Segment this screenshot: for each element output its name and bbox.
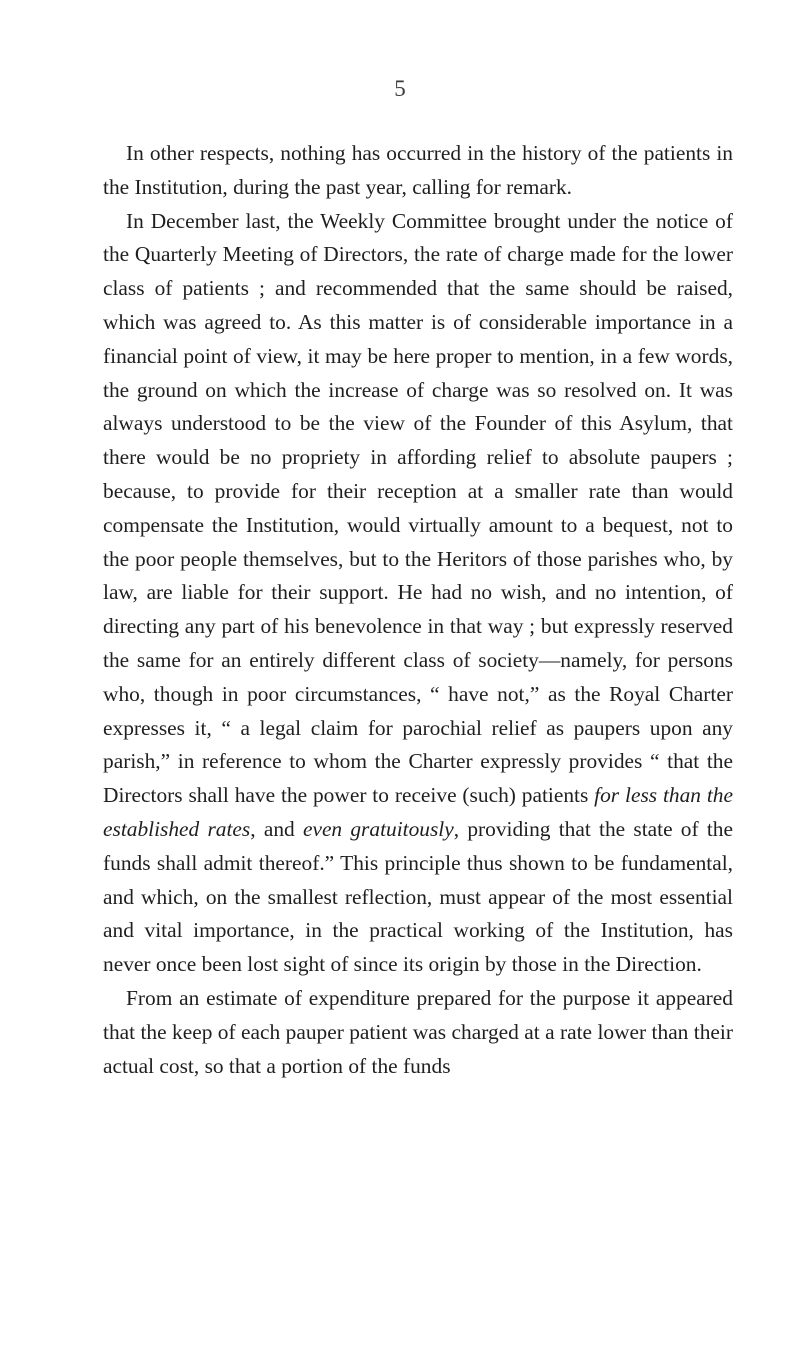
- body-text: [103, 137, 733, 1083]
- paragraph-2-text-a: In December last, the Weekly Committee brought under the notice of the Quarterly Meeting of Directors, the rate of charge made for the lower class of patients ; and recommended that the same should be raised, which was agreed to. As this matter is of considerable importance in a financial point of view, it may be here proper to mention, in a few words, the ground on which the increase of charge was so resolved on. It was always understood to be the view of the Founder of this Asylum, that there would be no propriety in affording relief to absolute paupers ; because, to provide for their reception at a smaller rate than would compensate the Institution, would virtually amount to a bequest, not to the poor people themselves, but to the Heritors of those parishes who, by law, are liable for their support. He had no wish, and no intention, of directing any part of his benevolence in that way ; but expressly reserved the same for an entirely different class of society—namely, for persons who, though in poor circumstances, “ have not,” as the Royal Charter expresses it, “ a legal claim for parochial relief as paupers upon any parish,” in reference to whom the Charter expressly provides “ that the Directors shall have the power to receive (such) patients: [103, 208, 733, 808]
- italic-phrase-gratuitously: even gratuitously: [302, 816, 454, 841]
- italic-phrase-less-than-rates: for less than the established rates: [103, 783, 733, 841]
- paragraph-2-text-c: , providing that the state of the funds shall admit thereof.” This principle thus shown to be fundamental, and which, on the smallest reflection, must appear of the most essential and vital importance, in the practical working of the Institution, has never once been lost sight of since its origin by those in the Direction.: [103, 816, 733, 977]
- paragraph-2: [103, 205, 733, 982]
- paragraph-3: From an estimate of expenditure prepared for the purpose it appeared that the keep of each pauper patient was charged at a rate lower than their actual cost, so that a portion of the funds: [103, 985, 733, 1078]
- page-number: 5: [394, 76, 406, 101]
- paragraph-1: In other respects, nothing has occurred in the history of the patients in the Institution, during the past year, calling for remark.: [103, 141, 733, 199]
- paragraph-2-text-b: , and: [250, 816, 303, 841]
